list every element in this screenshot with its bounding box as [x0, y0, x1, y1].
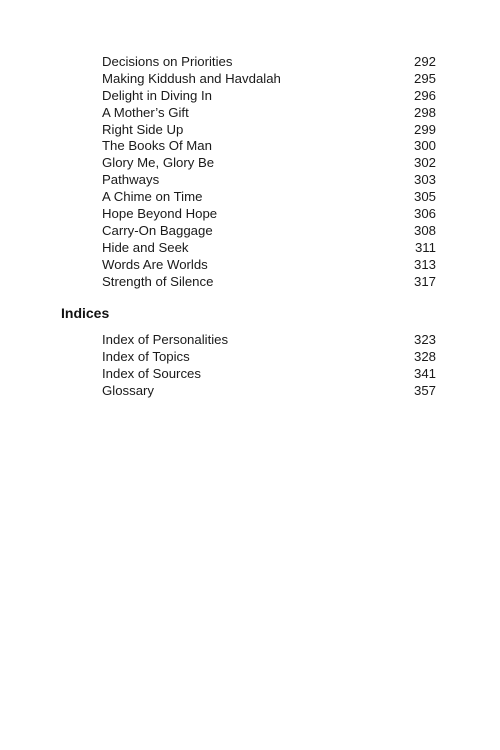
toc-entry-title: Hide and Seek — [102, 239, 189, 255]
index-entry — [102, 332, 436, 349]
toc-entry — [102, 88, 436, 105]
toc-entry — [102, 54, 436, 71]
toc-entry-page: 299 — [413, 121, 436, 137]
toc-entry — [102, 71, 436, 88]
toc-entry-page: 292 — [413, 54, 436, 69]
toc-entry-page: 313 — [413, 256, 436, 272]
toc-entry-title: The Books Of Man — [102, 138, 212, 154]
toc-entry-title: Pathways — [102, 172, 160, 188]
toc-entry — [102, 206, 436, 223]
toc-entry — [102, 257, 436, 274]
index-entry-page: 341 — [413, 365, 436, 381]
toc-entry-title: Decisions on Priorities — [102, 54, 233, 69]
toc-entry-title: A Chime on Time — [102, 189, 203, 205]
index-entry-page: 328 — [413, 348, 436, 364]
index-entry-title: Index of Personalities — [102, 332, 229, 347]
toc-entry-page: 298 — [413, 104, 436, 120]
index-entry-title: Glossary — [102, 382, 155, 398]
toc-entry-title: Words Are Worlds — [102, 256, 208, 272]
toc-entry — [102, 138, 436, 155]
toc-entry-title: Hope Beyond Hope — [102, 206, 218, 222]
toc-entry — [102, 155, 436, 172]
toc-entry-title: Delight in Diving In — [102, 87, 212, 103]
toc-entry-page: 311 — [414, 239, 436, 255]
toc-entry — [102, 240, 436, 257]
toc-entry — [102, 223, 436, 240]
toc-entries-list — [102, 54, 436, 290]
indices-list — [102, 332, 436, 400]
index-entry-page: 323 — [413, 332, 436, 347]
index-entry — [102, 366, 436, 383]
toc-entry — [102, 105, 436, 122]
index-entry — [102, 349, 436, 366]
toc-entry-title: Strength of Silence — [102, 273, 214, 289]
toc-entry — [102, 122, 436, 139]
toc-entry-title: Glory Me, Glory Be — [102, 155, 215, 171]
toc-entry-page: 295 — [413, 70, 436, 86]
toc-entry-page: 303 — [413, 172, 436, 188]
toc-entry-title: Making Kiddush and Havdalah — [102, 70, 281, 86]
toc-entry-title: Carry-On Baggage — [102, 222, 213, 238]
indices-heading: Indices — [61, 305, 110, 321]
toc-entry-page: 302 — [413, 155, 436, 171]
toc-entry-page: 308 — [413, 222, 436, 238]
toc-entry — [102, 172, 436, 189]
index-entry-page: 357 — [413, 382, 436, 398]
toc-entry-title: Right Side Up — [102, 121, 184, 137]
index-entry-title: Index of Topics — [102, 348, 190, 364]
toc-entry-title: A Mother’s Gift — [102, 104, 189, 120]
toc-entry-page: 317 — [413, 273, 436, 289]
toc-entry-page: 306 — [413, 206, 436, 222]
toc-entry-page: 300 — [413, 138, 436, 154]
toc-entry-page: 305 — [413, 189, 436, 205]
toc-entry — [102, 189, 436, 206]
index-entry — [102, 383, 436, 400]
toc-entry — [102, 274, 436, 291]
index-entry-title: Index of Sources — [102, 365, 201, 381]
toc-entry-page: 296 — [413, 87, 436, 103]
